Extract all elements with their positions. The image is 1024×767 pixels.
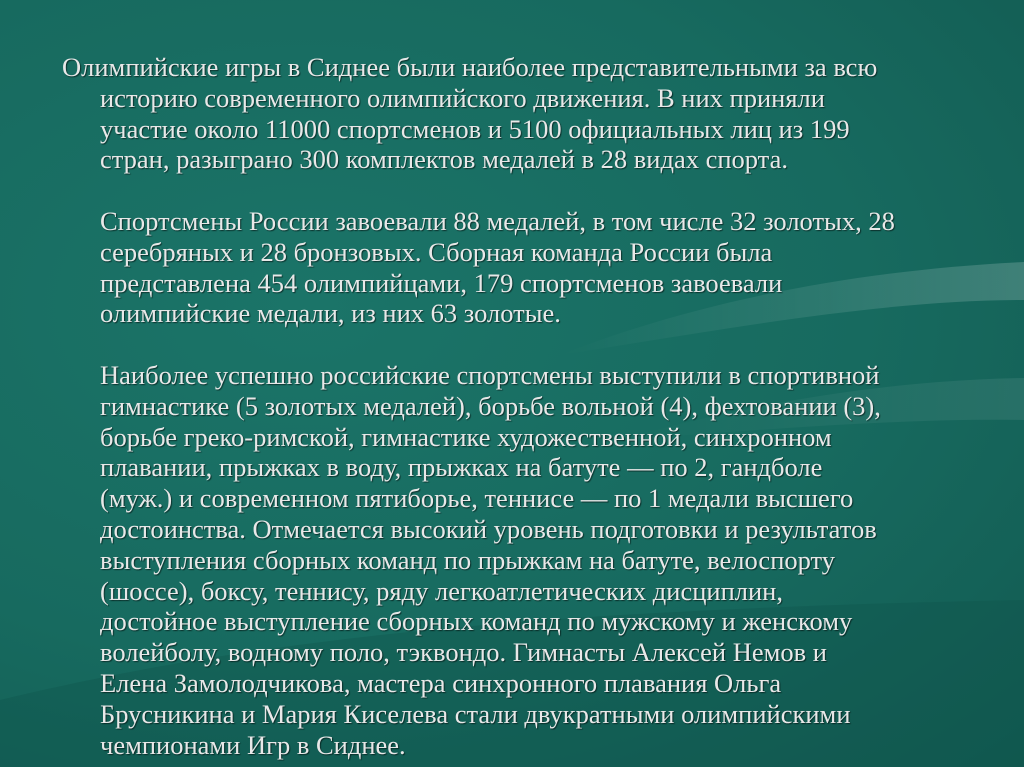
text-line: выступления сборных команд по прыжкам на батуте, велоспорту (100, 544, 836, 575)
text-line: стран, разыграно 300 комплектов медалей в 28 видах спорта. (100, 144, 788, 175)
text-line: представлена 454 олимпийцами, 179 спортсменов завоевали (100, 267, 783, 298)
text-line: Елена Замолодчикова, мастера синхронного плавания Ольга (100, 667, 782, 698)
text-line: Олимпийские игры в Сиднее были наиболее представительными за всю (62, 52, 878, 82)
text-line: плавании, прыжках в воду, прыжках на батуте — по 2, гандболе (100, 452, 823, 483)
text-line: Брусникина и Мария Киселева стали двукратными олимпийскими (100, 698, 851, 729)
text-line: участие около 11000 спортсменов и 5100 официальных лиц из 199 (100, 113, 850, 144)
text-line: достоинства. Отмечается высокий уровень подготовки и результатов (100, 513, 877, 544)
text-line: (муж.) и современном пятиборье, теннисе — по 1 медали высшего (100, 483, 854, 514)
text-line: Спортсмены России завоевали 88 медалей, в том числе 32 золотых, 28 (100, 205, 895, 236)
text-line: гимнастике (5 золотых медалей), борьбе вольной (4), фехтовании (3), (100, 390, 881, 421)
slide-text (62, 52, 962, 760)
paragraph-1 (62, 52, 962, 175)
paragraph-2 (62, 206, 962, 329)
text-line: серебряных и 28 бронзовых. Сборная команда России была (100, 236, 773, 267)
text-line: Наиболее успешно российские спортсмены выступили в спортивной (100, 359, 880, 390)
text-line: (шоссе), боксу, теннису, ряду легкоатлетических дисциплин, (100, 575, 783, 606)
text-line: волейболу, водному поло, тэквондо. Гимнасты Алексей Немов и (100, 637, 827, 668)
text-line: историю современного олимпийского движения. В них приняли (100, 82, 825, 113)
text-line: олимпийские медали, из них 63 золотые. (100, 298, 561, 329)
text-line: достойное выступление сборных команд по мужскому и женскому (100, 606, 853, 637)
paragraph-3 (62, 360, 962, 760)
text-line: чемпионами Игр в Сиднее. (100, 729, 406, 760)
text-line: борьбе греко-римской, гимнастике художественной, синхронном (100, 421, 832, 452)
